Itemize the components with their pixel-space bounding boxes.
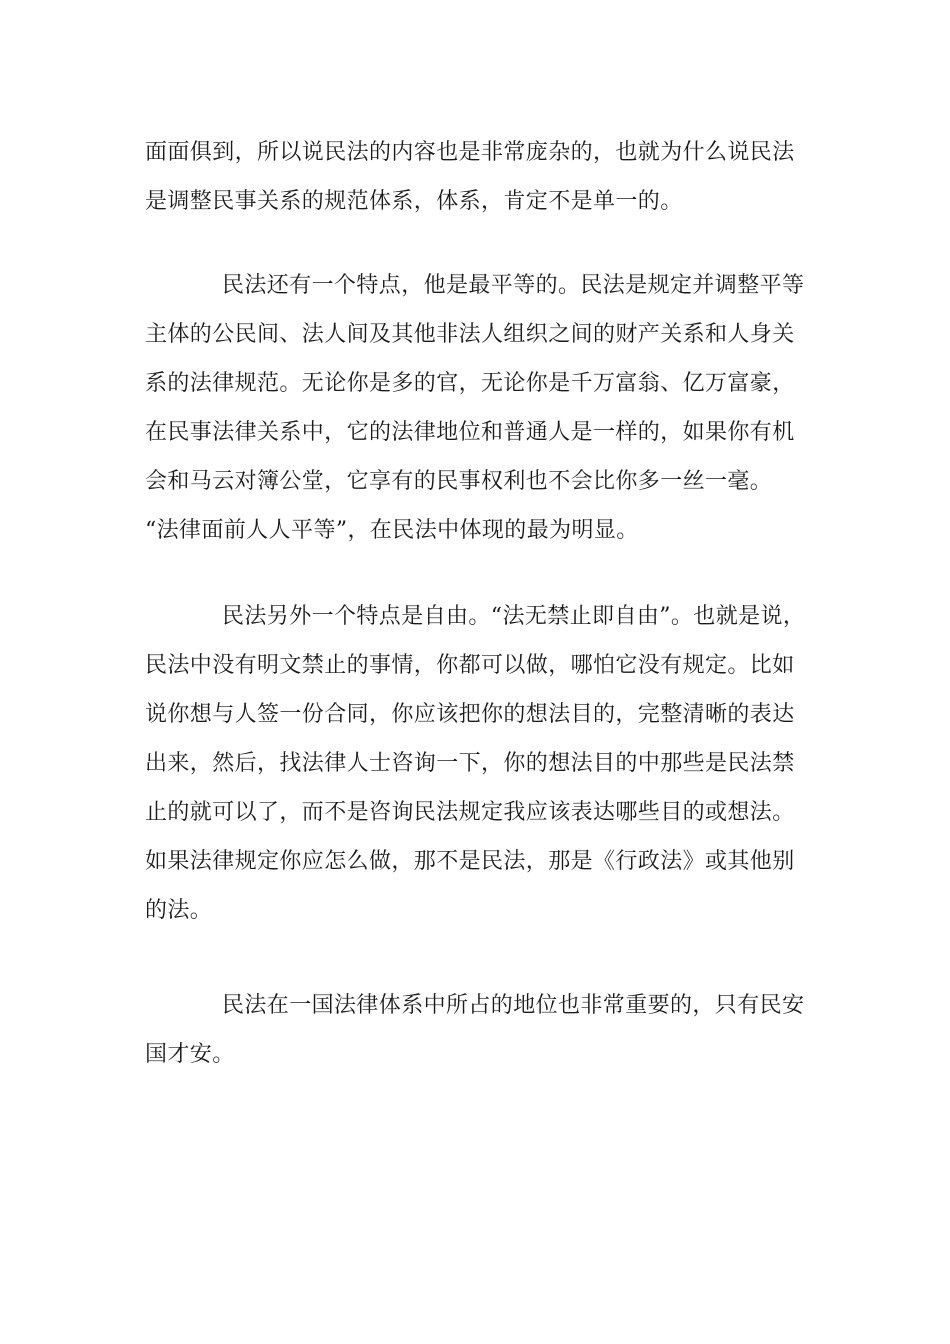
paragraph-line: 出来，然后，找法律人士咨询一下，你的想法目的中那些是民法禁: [145, 751, 795, 776]
paragraph-3: [145, 592, 815, 935]
paragraph-line: 主体的公民间、法人间及其他非法人组织之间的财产关系和人身关: [145, 322, 795, 347]
paragraph-line: 系的法律规范。无论你是多的官，无论你是千万富翁、亿万富豪，: [145, 371, 795, 396]
paragraph-line: 说你想与人签一份合同，你应该把你的想法目的，完整清晰的表达: [145, 702, 795, 727]
paragraph-line: 如果法律规定你应怎么做，那不是民法，那是《行政法》或其他别: [145, 849, 795, 874]
paragraph-line: 会和马云对簿公堂，它享有的民事权利也不会比你多一丝一毫。: [145, 469, 773, 494]
paragraph-line: 国才安。: [145, 1042, 235, 1067]
paragraph-line: 民法中没有明文禁止的事情，你都可以做，哪怕它没有规定。比如: [145, 653, 795, 678]
paragraph-line: 在民事法律关系中，它的法律地位和普通人是一样的，如果你有机: [145, 420, 795, 445]
paragraph-2: [145, 261, 815, 555]
paragraph-line: 止的就可以了，而不是咨询民法规定我应该表达哪些目的或想法。: [145, 800, 795, 825]
paragraph-line: 面面俱到，所以说民法的内容也是非常庞杂的，也就为什么说民法: [145, 140, 795, 165]
paragraph-4: [145, 981, 815, 1079]
paragraph-line: 是调整民事关系的规范体系，体系，肯定不是单一的。: [145, 189, 683, 214]
paragraph-line: 的法。: [145, 898, 213, 923]
paragraph-1: [145, 128, 815, 226]
paragraph-line: “法律面前人人平等”，在民法中体现的最为明显。: [145, 518, 639, 543]
paragraph-line: 民法还有一个特点，他是最平等的。民法是规定并调整平等: [222, 273, 805, 298]
paragraph-line: 民法在一国法律体系中所占的地位也非常重要的，只有民安: [222, 993, 805, 1018]
paragraph-line: 民法另外一个特点是自由。“法无禁止即自由”。也就是说，: [222, 604, 806, 629]
